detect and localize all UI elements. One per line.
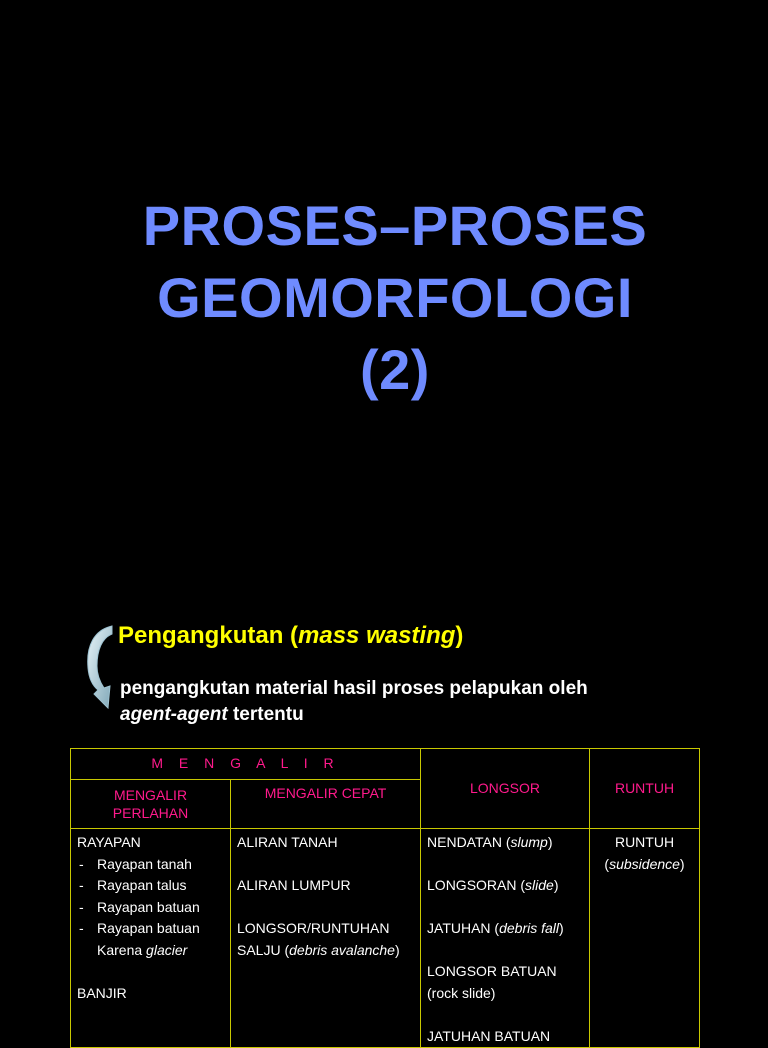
list-item: LONGSOR/RUNTUHAN (237, 920, 390, 936)
item-close: ) (679, 855, 685, 872)
header-perlahan-line-2: PERLAHAN (112, 805, 189, 821)
desc-italic-term: agent-agent (120, 704, 228, 725)
mass-wasting-table (70, 748, 700, 1048)
header-runtuh: RUNTUH (590, 749, 700, 829)
cont-text: Karena (97, 941, 147, 958)
item-text: LONGSORAN ( (427, 877, 526, 893)
cell-mengalir-perlahan (71, 829, 231, 1048)
list-item: - Rayapan tanah (77, 854, 224, 876)
item-italic: subsidence (609, 855, 680, 872)
item-close: ) (559, 920, 564, 936)
item-text: NENDATAN ( (427, 834, 511, 850)
list-item-continued (77, 940, 224, 962)
list-item: BANJIR (77, 984, 127, 1001)
curved-arrow-icon (84, 624, 114, 712)
header-mengalir-perlahan (71, 780, 231, 829)
item-close: ) (547, 834, 553, 850)
desc-line-1: pengangkutan material hasil proses pelapukan oleh (120, 678, 588, 699)
section-description (120, 676, 720, 728)
slide-title (0, 190, 768, 406)
title-line-2: GEOMORFOLOGI (157, 266, 633, 329)
heading-italic-term: mass wasting (298, 622, 456, 649)
list-item (427, 832, 583, 854)
list-item (427, 918, 583, 940)
list-item (427, 875, 583, 897)
heading-close: ) (455, 622, 464, 649)
header-mengalir-cepat: MENGALIR CEPAT (231, 780, 421, 829)
list-item (237, 940, 414, 962)
item-italic: debris fall (499, 920, 560, 936)
list-item: RUNTUH (614, 834, 675, 850)
item-close: ) (553, 877, 559, 893)
list-item: JATUHAN BATUAN (427, 1027, 551, 1044)
list-item: - Rayapan batuan (77, 897, 224, 919)
header-longsor: LONGSOR (421, 749, 590, 829)
item-open: ( (604, 855, 610, 872)
header-mengalir: M E N G A L I R (71, 749, 421, 780)
header-perlahan-line-1: MENGALIR (113, 787, 188, 803)
list-item: ALIRAN TANAH (237, 834, 338, 850)
item-text: SALJU ( (237, 941, 290, 958)
title-line-3: (2) (360, 338, 430, 401)
section-heading (118, 622, 463, 650)
list-item: ALIRAN LUMPUR (237, 877, 351, 893)
item-italic: debris avalanche (289, 941, 395, 958)
list-item: LONGSOR BATUAN (427, 963, 557, 979)
item-text: JATUHAN ( (427, 920, 500, 936)
cell-longsor (421, 829, 590, 1048)
cont-italic: glacier (146, 941, 188, 958)
list-item: RAYAPAN (77, 834, 141, 850)
item-italic: slide (525, 877, 554, 893)
list-item-continued (596, 854, 693, 876)
desc-tail: tertentu (227, 704, 304, 725)
cell-mengalir-cepat (231, 829, 421, 1048)
item-close: ) (394, 941, 400, 958)
list-item-continued: (rock slide) (427, 984, 496, 1001)
heading-text: Pengangkutan ( (118, 622, 299, 649)
cell-runtuh (590, 829, 700, 1048)
item-italic: slump (510, 834, 548, 850)
list-item: - Rayapan batuan (77, 918, 224, 940)
list-item: - Rayapan talus (77, 875, 224, 897)
title-line-1: PROSES–PROSES (142, 194, 648, 257)
